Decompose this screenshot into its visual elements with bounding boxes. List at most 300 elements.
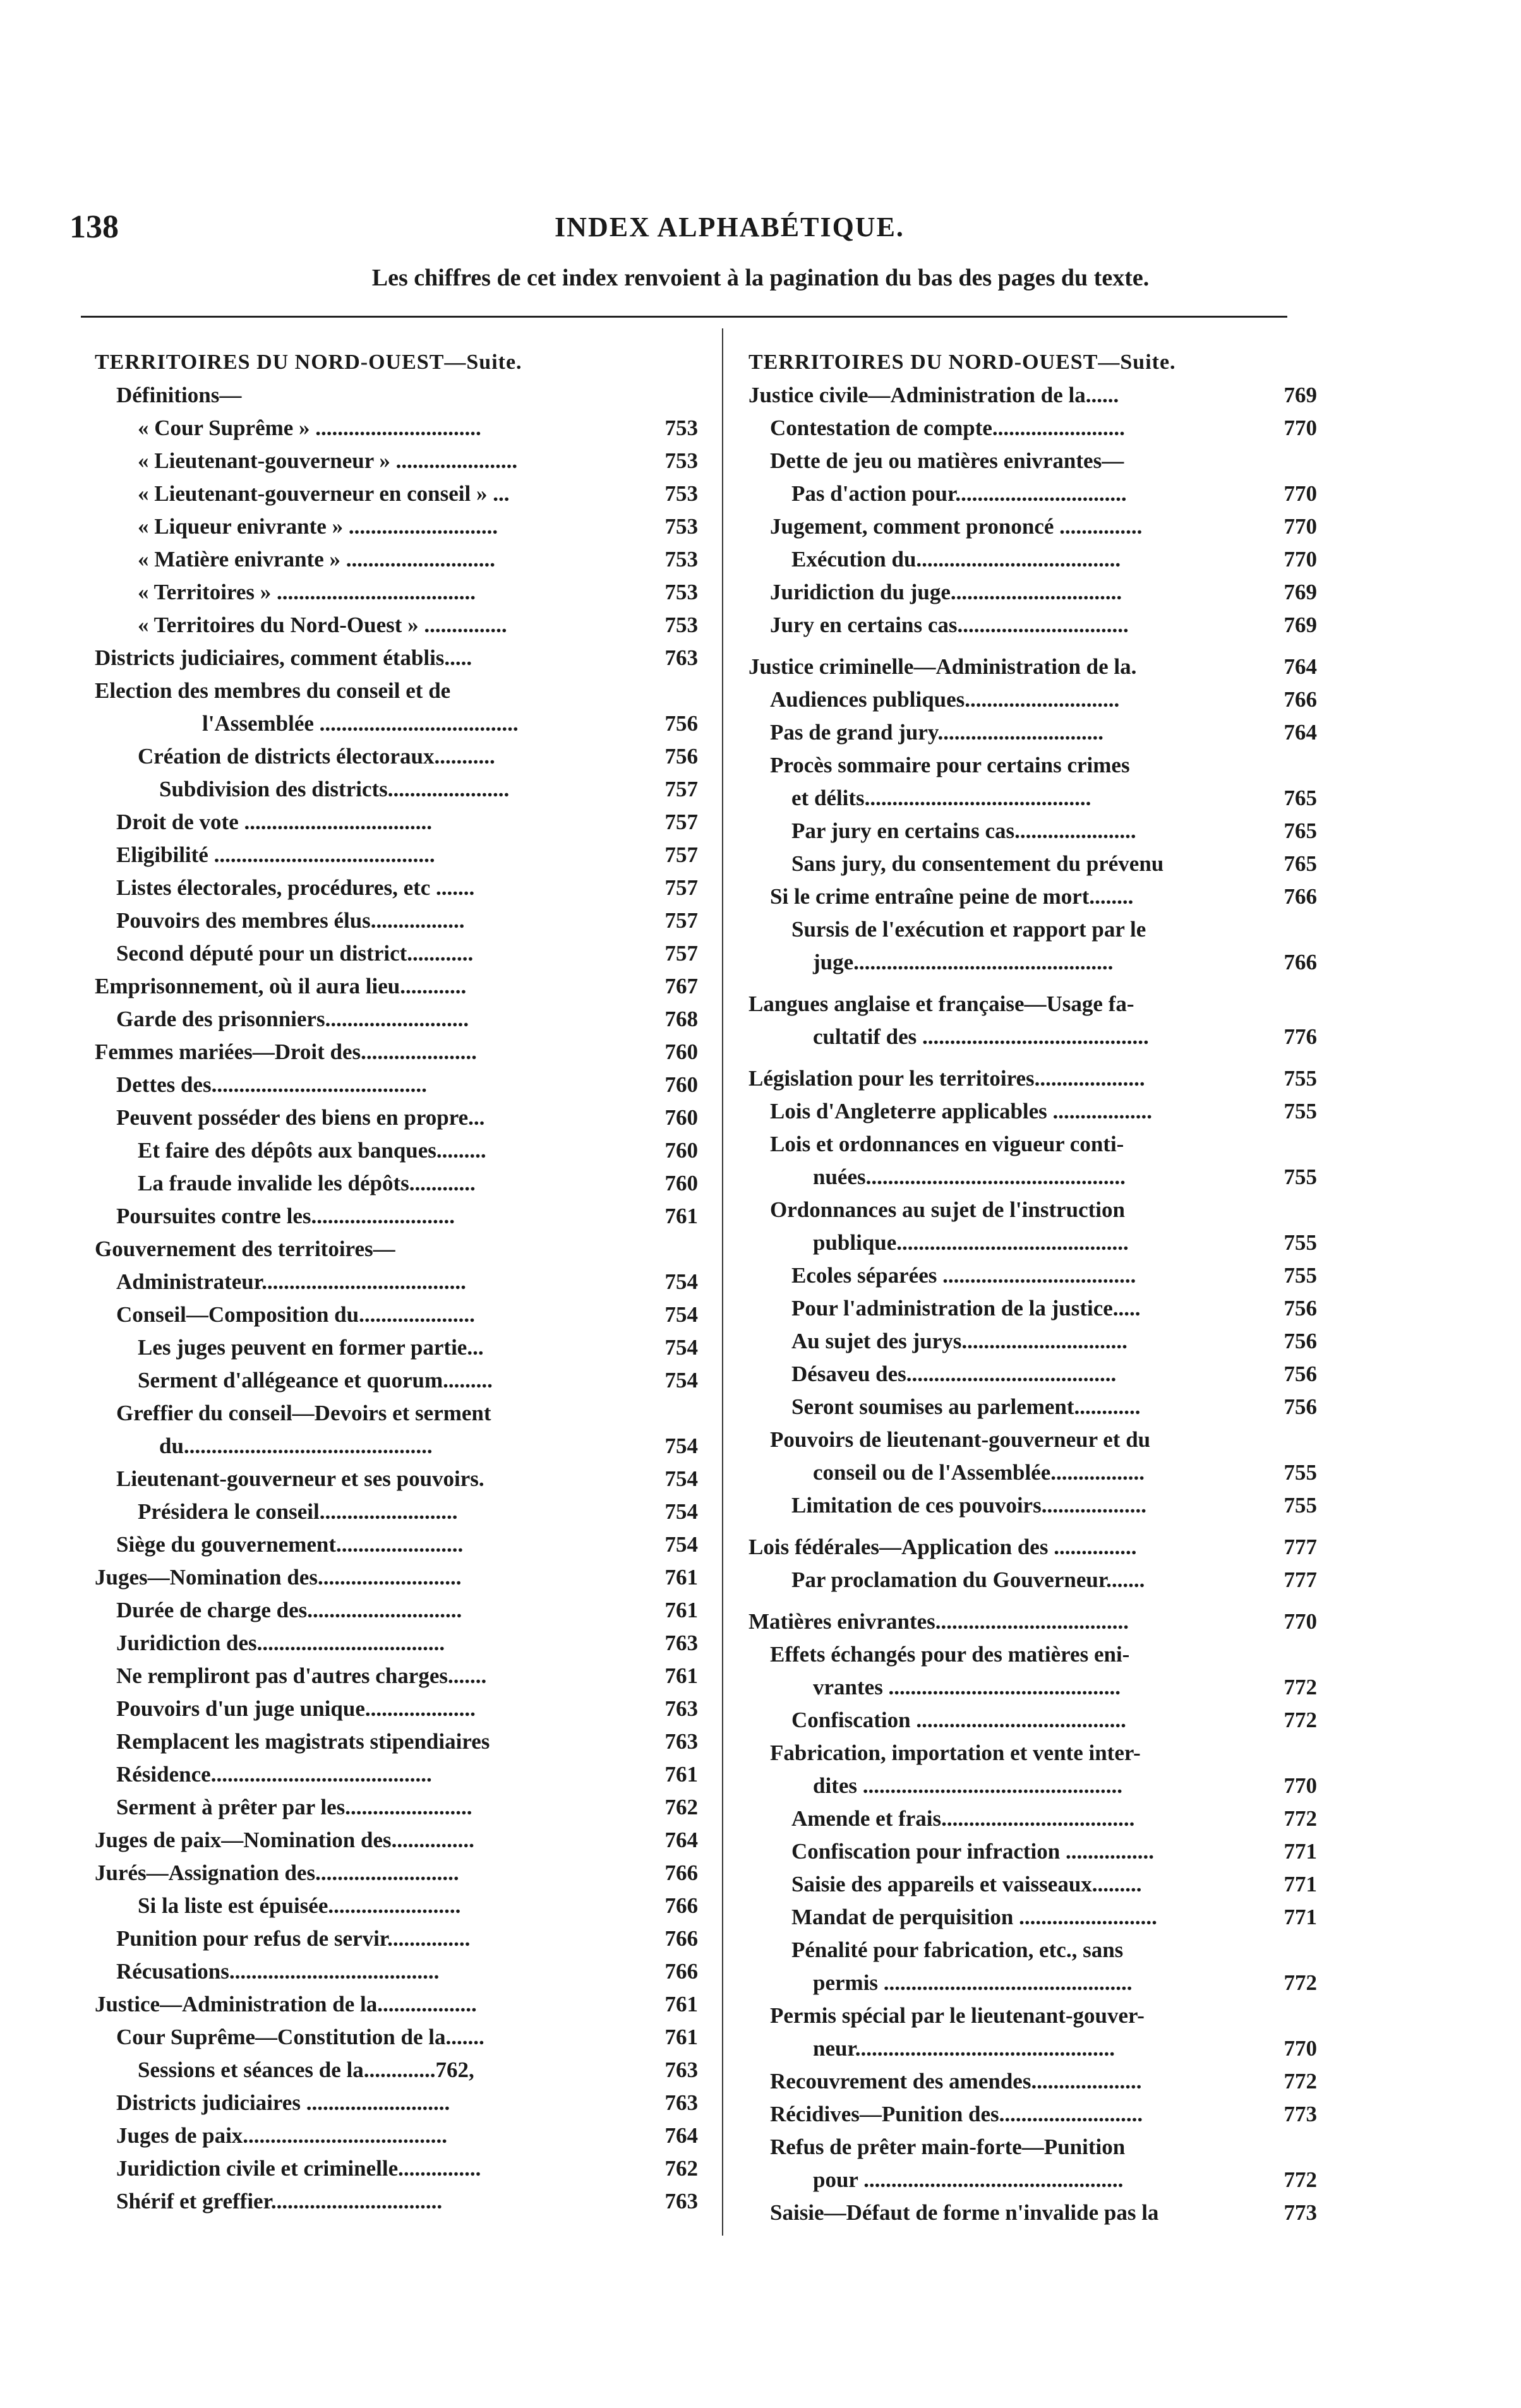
index-page-ref: 772 bbox=[1284, 1970, 1317, 1995]
index-entry-text: neur............................................... bbox=[813, 2036, 1115, 2061]
header-rule bbox=[81, 316, 1287, 318]
index-entry-text: Saisie des appareils et vaisseaux......... bbox=[791, 1872, 1142, 1896]
index-entry bbox=[95, 806, 698, 839]
index-page-ref: 753 bbox=[664, 481, 698, 506]
index-entry bbox=[95, 1167, 698, 1200]
index-entry bbox=[748, 683, 1317, 716]
index-entry bbox=[95, 2185, 698, 2218]
index-entry-text: Remplacent les magistrats stipendiaires bbox=[116, 1729, 490, 1754]
index-entry bbox=[95, 412, 698, 445]
index-entry bbox=[748, 543, 1317, 576]
index-page-ref: 754 bbox=[664, 1466, 698, 1491]
index-entry bbox=[748, 1934, 1317, 1967]
index-entry bbox=[95, 1298, 698, 1331]
index-entry-text: Peuvent posséder des biens en propre... bbox=[116, 1105, 485, 1130]
index-entry-text: « Lieutenant-gouverneur » ...................... bbox=[138, 448, 518, 473]
index-entry bbox=[748, 1456, 1317, 1489]
index-page-ref: 754 bbox=[664, 1434, 698, 1458]
index-page-ref: 763 bbox=[664, 2189, 698, 2213]
index-entry-text: Jurés—Assignation des.......................... bbox=[95, 1860, 459, 1885]
index-entry bbox=[95, 1101, 698, 1134]
index-entry-text: Confiscation ...................................... bbox=[791, 1708, 1126, 1732]
index-entry-text: nuées............................................... bbox=[813, 1165, 1126, 1189]
index-entry-text: Récidives—Punition des.......................... bbox=[770, 2102, 1143, 2126]
index-entry bbox=[748, 2164, 1317, 2196]
index-entry bbox=[748, 913, 1317, 946]
index-entry-text: Gouvernement des territoires— bbox=[95, 1237, 395, 1261]
index-entry bbox=[748, 1704, 1317, 1737]
index-page-ref: 755 bbox=[1284, 1460, 1317, 1485]
index-entry bbox=[748, 2098, 1317, 2131]
column-separator bbox=[722, 328, 723, 2236]
index-entry-text: juge............................................... bbox=[813, 950, 1114, 974]
index-entry-text: Limitation de ces pouvoirs................... bbox=[791, 1493, 1146, 1518]
index-entry-text: Résidence........................................ bbox=[116, 1762, 432, 1787]
index-entry bbox=[748, 1161, 1317, 1194]
index-entry-text: Lieutenant-gouverneur et ses pouvoirs. bbox=[116, 1466, 484, 1491]
index-page-ref: 754 bbox=[664, 1302, 698, 1327]
index-entry-text: Définitions— bbox=[116, 383, 242, 407]
index-page-ref: 761 bbox=[664, 1663, 698, 1688]
index-page-ref: 770 bbox=[1284, 481, 1317, 506]
index-entry bbox=[95, 1890, 698, 1922]
index-entry bbox=[748, 749, 1317, 782]
index-entry-text: Subdivision des districts...................... bbox=[159, 777, 510, 801]
right-index-column bbox=[748, 346, 1317, 2229]
index-entry bbox=[95, 1758, 698, 1791]
index-entry bbox=[95, 2119, 698, 2152]
index-entry-text: Pas d'action pour............................... bbox=[791, 481, 1127, 506]
index-entry-text: Fabrication, importation et vente inter- bbox=[770, 1740, 1141, 1765]
index-page-ref: 760 bbox=[664, 1072, 698, 1097]
index-page-ref: 761 bbox=[664, 1204, 698, 1228]
index-entry-text: Poursuites contre les.......................... bbox=[116, 1204, 455, 1228]
index-page-ref: 761 bbox=[664, 2025, 698, 2049]
index-entry bbox=[95, 1495, 698, 1528]
index-entry-text: Mandat de perquisition ......................... bbox=[791, 1905, 1157, 1929]
index-entry-text: « Matière enivrante » ........................... bbox=[138, 547, 496, 572]
index-entry-text: Election des membres du conseil et de bbox=[95, 678, 451, 703]
index-entry bbox=[95, 1430, 698, 1463]
index-entry bbox=[95, 510, 698, 543]
index-entry bbox=[748, 510, 1317, 543]
index-entry-text: Districts judiciaires, comment établis..... bbox=[95, 645, 472, 670]
index-page-ref: 769 bbox=[1284, 613, 1317, 637]
index-page-ref: 766 bbox=[664, 1893, 698, 1918]
index-entry bbox=[748, 1325, 1317, 1358]
index-entry-text: Second député pour un district............ bbox=[116, 941, 474, 966]
index-entry-text: Sessions et séances de la.............762, bbox=[138, 2058, 474, 2082]
index-entry-text: Confiscation pour infraction ................ bbox=[791, 1839, 1154, 1864]
index-entry-text: « Territoires » .................................... bbox=[138, 580, 476, 604]
index-entry bbox=[95, 839, 698, 872]
index-page-ref: 766 bbox=[1284, 884, 1317, 909]
index-entry bbox=[95, 1364, 698, 1397]
index-entry-text: Serment à prêter par les....................... bbox=[116, 1795, 472, 1819]
index-entry-text: Serment d'allégeance et quorum......... bbox=[138, 1368, 493, 1393]
index-entry-text: conseil ou de l'Assemblée................. bbox=[813, 1460, 1145, 1485]
index-entry-text: Pour l'administration de la justice..... bbox=[791, 1296, 1141, 1321]
index-page-ref: 763 bbox=[664, 1696, 698, 1721]
index-entry bbox=[748, 1226, 1317, 1259]
index-entry bbox=[748, 1605, 1317, 1638]
index-entry-text: Femmes mariées—Droit des..................... bbox=[95, 1039, 477, 1064]
index-entry-text: Matières enivrantes................................... bbox=[748, 1609, 1129, 1634]
page-number: 138 bbox=[69, 209, 119, 245]
index-page-ref: 772 bbox=[1284, 2069, 1317, 2094]
index-page-ref: 762 bbox=[664, 1795, 698, 1819]
index-page-ref: 771 bbox=[1284, 1872, 1317, 1896]
index-entry bbox=[748, 1128, 1317, 1161]
index-page-ref: 769 bbox=[1284, 580, 1317, 604]
index-entry-text: Par proclamation du Gouverneur....... bbox=[791, 1567, 1145, 1592]
index-entry bbox=[748, 2032, 1317, 2065]
index-entry bbox=[748, 1737, 1317, 1770]
index-page-ref: 753 bbox=[664, 547, 698, 572]
index-entry-text: Et faire des dépôts aux banques......... bbox=[138, 1138, 486, 1163]
index-entry-text: Langues anglaise et française—Usage fa- bbox=[748, 991, 1134, 1016]
index-page-ref: 753 bbox=[664, 580, 698, 604]
index-entry-text: La fraude invalide les dépôts............ bbox=[138, 1171, 476, 1195]
index-entry-text: Ecoles séparées ................................... bbox=[791, 1263, 1136, 1288]
left-index-column bbox=[95, 346, 698, 2218]
index-page-ref: 753 bbox=[664, 613, 698, 637]
index-entry bbox=[95, 2152, 698, 2185]
index-entry bbox=[95, 1594, 698, 1627]
index-page-ref: 763 bbox=[664, 2058, 698, 2082]
index-entry bbox=[748, 1770, 1317, 1802]
index-entry-text: Les juges peuvent en former partie... bbox=[138, 1335, 484, 1360]
index-entry bbox=[748, 477, 1317, 510]
index-entry-text: Jury en certains cas............................... bbox=[770, 613, 1129, 637]
index-entry-text: Si la liste est épuisée........................ bbox=[138, 1893, 461, 1918]
index-page-ref: 765 bbox=[1284, 786, 1317, 810]
index-entry-text: Listes électorales, procédures, etc ....... bbox=[116, 875, 475, 900]
index-page-ref: 772 bbox=[1284, 1708, 1317, 1732]
index-entry-text: Recouvrement des amendes.................... bbox=[770, 2069, 1142, 2094]
index-entry-text: Pénalité pour fabrication, etc., sans bbox=[791, 1938, 1124, 1962]
index-entry-text: Conseil—Composition du..................... bbox=[116, 1302, 475, 1327]
index-entry bbox=[748, 1095, 1317, 1128]
index-entry bbox=[95, 2054, 698, 2087]
index-entry bbox=[95, 1331, 698, 1364]
index-entry-text: l'Assemblée .................................... bbox=[202, 711, 519, 736]
index-entry-text: Par jury en certains cas...................... bbox=[791, 818, 1136, 843]
index-entry-text: Audiences publiques............................ bbox=[770, 687, 1120, 712]
index-entry bbox=[748, 946, 1317, 979]
index-page-ref: 766 bbox=[664, 1860, 698, 1885]
index-entry bbox=[748, 445, 1317, 477]
index-entry bbox=[748, 848, 1317, 880]
index-entry-text: Juridiction des.................................. bbox=[116, 1631, 445, 1655]
index-page-ref: 767 bbox=[664, 974, 698, 998]
index-entry bbox=[748, 1259, 1317, 1292]
index-page-ref: 766 bbox=[664, 1926, 698, 1951]
index-entry bbox=[95, 773, 698, 806]
index-entry bbox=[95, 477, 698, 510]
index-entry bbox=[95, 970, 698, 1003]
index-entry-text: Cour Suprême—Constitution de la....... bbox=[116, 2025, 484, 2049]
index-page-ref: 763 bbox=[664, 1729, 698, 1754]
index-entry bbox=[95, 2087, 698, 2119]
index-entry-text: Juges de paix..................................... bbox=[116, 2123, 448, 2148]
index-page-ref: 776 bbox=[1284, 1024, 1317, 1049]
index-page-ref: 757 bbox=[664, 842, 698, 867]
index-entry bbox=[95, 1200, 698, 1233]
index-entry bbox=[748, 716, 1317, 749]
index-page-ref: 754 bbox=[664, 1335, 698, 1360]
index-entry bbox=[748, 379, 1317, 412]
index-entry bbox=[95, 1791, 698, 1824]
index-entry bbox=[95, 740, 698, 773]
index-entry bbox=[95, 904, 698, 937]
index-entry-text: Pouvoirs de lieutenant-gouverneur et du bbox=[770, 1427, 1151, 1452]
index-page-ref: 773 bbox=[1284, 2200, 1317, 2225]
index-entry bbox=[748, 1292, 1317, 1325]
index-entry bbox=[748, 1671, 1317, 1704]
index-entry bbox=[95, 1463, 698, 1495]
index-entry-text: du............................................. bbox=[159, 1434, 433, 1458]
index-entry bbox=[95, 642, 698, 674]
index-entry-text: « Lieutenant-gouverneur en conseil » ... bbox=[138, 481, 510, 506]
index-page-ref: 756 bbox=[664, 744, 698, 769]
index-page-ref: 770 bbox=[1284, 1773, 1317, 1798]
running-title: INDEX ALPHABÉTIQUE. bbox=[555, 212, 905, 243]
index-page-ref: 757 bbox=[664, 941, 698, 966]
index-page-ref: 770 bbox=[1284, 2036, 1317, 2061]
index-entry bbox=[95, 1627, 698, 1660]
index-page-ref: 755 bbox=[1284, 1165, 1317, 1189]
index-entry-text: TERRITOIRES DU NORD-OUEST—Suite. bbox=[748, 350, 1176, 374]
index-entry bbox=[748, 1021, 1317, 1053]
index-entry bbox=[95, 1922, 698, 1955]
index-section-heading bbox=[95, 346, 698, 379]
index-entry-text: Emprisonnement, où il aura lieu............ bbox=[95, 974, 467, 998]
index-entry bbox=[95, 1988, 698, 2021]
index-entry bbox=[748, 1835, 1317, 1868]
index-entry-text: Permis spécial par le lieutenant-gouver- bbox=[770, 2003, 1145, 2028]
index-entry bbox=[748, 2131, 1317, 2164]
index-page-ref: 771 bbox=[1284, 1839, 1317, 1864]
index-entry-text: Eligibilité ........................................ bbox=[116, 842, 435, 867]
index-entry-text: Pouvoirs d'un juge unique.................... bbox=[116, 1696, 476, 1721]
index-page-ref: 755 bbox=[1284, 1230, 1317, 1255]
index-entry bbox=[95, 937, 698, 970]
index-entry-text: Garde des prisonniers.......................... bbox=[116, 1007, 469, 1031]
index-entry bbox=[95, 1824, 698, 1857]
index-entry-text: Amende et frais................................... bbox=[791, 1806, 1135, 1831]
index-page-ref: 757 bbox=[664, 908, 698, 933]
index-entry bbox=[748, 1062, 1317, 1095]
index-entry bbox=[95, 1266, 698, 1298]
index-entry bbox=[748, 1489, 1317, 1522]
index-page-ref: 761 bbox=[664, 1565, 698, 1590]
index-entry-text: Contestation de compte........................ bbox=[770, 416, 1125, 440]
index-entry bbox=[95, 1660, 698, 1692]
index-page-ref: 764 bbox=[1284, 654, 1317, 679]
index-entry-text: Jugement, comment prononcé ............... bbox=[770, 514, 1143, 539]
index-entry-text: Présidera le conseil......................... bbox=[138, 1499, 458, 1524]
index-entry bbox=[748, 1423, 1317, 1456]
index-page-ref: 763 bbox=[664, 645, 698, 670]
index-page-ref: 766 bbox=[664, 1959, 698, 1984]
index-entry bbox=[748, 1999, 1317, 2032]
index-entry bbox=[748, 1967, 1317, 1999]
index-entry bbox=[748, 2065, 1317, 2098]
index-entry bbox=[95, 1955, 698, 1988]
index-page-ref: 755 bbox=[1284, 1099, 1317, 1123]
index-entry-text: Pas de grand jury.............................. bbox=[770, 720, 1103, 745]
index-page-ref: 764 bbox=[1284, 720, 1317, 745]
index-page-ref: 763 bbox=[664, 2090, 698, 2115]
index-entry bbox=[748, 1358, 1317, 1391]
index-entry bbox=[748, 1802, 1317, 1835]
index-page-ref: 773 bbox=[1284, 2102, 1317, 2126]
index-entry-text: Justice civile—Administration de la...... bbox=[748, 383, 1119, 407]
index-entry bbox=[748, 1901, 1317, 1934]
index-entry-text: Shérif et greffier............................... bbox=[116, 2189, 443, 2213]
index-page-ref: 770 bbox=[1284, 547, 1317, 572]
index-entry-text: Lois et ordonnances en vigueur conti- bbox=[770, 1132, 1124, 1156]
index-entry-text: Législation pour les territoires.................... bbox=[748, 1066, 1145, 1091]
index-page-ref: 754 bbox=[664, 1269, 698, 1294]
index-page-ref: 755 bbox=[1284, 1066, 1317, 1091]
index-entry-text: « Cour Suprême » .............................. bbox=[138, 416, 481, 440]
index-page-ref: 777 bbox=[1284, 1567, 1317, 1592]
index-entry bbox=[748, 412, 1317, 445]
index-entry-text: Punition pour refus de servir............... bbox=[116, 1926, 471, 1951]
index-entry-text: Durée de charge des............................ bbox=[116, 1598, 462, 1622]
index-entry bbox=[748, 1391, 1317, 1423]
index-entry bbox=[95, 1528, 698, 1561]
index-entry-text: Justice—Administration de la.................. bbox=[95, 1992, 477, 2016]
index-page-ref: 756 bbox=[1284, 1394, 1317, 1419]
index-entry bbox=[95, 1725, 698, 1758]
index-entry bbox=[95, 1233, 698, 1266]
index-entry bbox=[95, 1692, 698, 1725]
index-entry-text: cultatif des ......................................... bbox=[813, 1024, 1149, 1049]
index-entry-text: Procès sommaire pour certains crimes bbox=[770, 753, 1130, 777]
index-page-ref: 753 bbox=[664, 514, 698, 539]
index-entry bbox=[95, 609, 698, 642]
index-page-ref: 760 bbox=[664, 1171, 698, 1195]
index-page-ref: 756 bbox=[1284, 1296, 1317, 1321]
index-entry bbox=[748, 1194, 1317, 1226]
index-page-ref: 768 bbox=[664, 1007, 698, 1031]
index-entry-text: Droit de vote .................................. bbox=[116, 810, 432, 834]
index-entry bbox=[748, 650, 1317, 683]
index-entry bbox=[748, 2196, 1317, 2229]
page-header bbox=[69, 208, 1390, 259]
index-entry bbox=[748, 576, 1317, 609]
index-entry bbox=[95, 576, 698, 609]
index-entry bbox=[748, 1638, 1317, 1671]
index-entry bbox=[748, 1531, 1317, 1564]
index-entry bbox=[95, 445, 698, 477]
index-page-ref: 757 bbox=[664, 810, 698, 834]
index-page-ref: 777 bbox=[1284, 1535, 1317, 1559]
index-page-ref: 755 bbox=[1284, 1493, 1317, 1518]
index-page-ref: 754 bbox=[664, 1499, 698, 1524]
index-entry bbox=[748, 609, 1317, 642]
index-page-ref: 761 bbox=[664, 1598, 698, 1622]
index-entry-text: Lois d'Angleterre applicables .................. bbox=[770, 1099, 1153, 1123]
index-page-ref: 772 bbox=[1284, 2167, 1317, 2192]
index-page-ref: 754 bbox=[664, 1368, 698, 1393]
index-entry bbox=[748, 815, 1317, 848]
index-page-ref: 753 bbox=[664, 448, 698, 473]
index-entry bbox=[95, 1857, 698, 1890]
index-entry-text: TERRITOIRES DU NORD-OUEST—Suite. bbox=[95, 350, 522, 374]
index-entry-text: Ordonnances au sujet de l'instruction bbox=[770, 1197, 1125, 1222]
index-entry-text: publique.......................................... bbox=[813, 1230, 1129, 1255]
index-page-ref: 770 bbox=[1284, 416, 1317, 440]
index-entry-text: Création de districts électoraux........... bbox=[138, 744, 495, 769]
index-entry-text: Districts judiciaires .......................... bbox=[116, 2090, 450, 2115]
index-entry-text: Effets échangés pour des matières eni- bbox=[770, 1642, 1130, 1667]
index-page-ref: 763 bbox=[664, 1631, 698, 1655]
index-entry-text: vrantes .......................................... bbox=[813, 1675, 1121, 1699]
index-page-ref: 764 bbox=[664, 2123, 698, 2148]
index-page-ref: 766 bbox=[1284, 687, 1317, 712]
index-entry bbox=[748, 1564, 1317, 1596]
index-entry-text: Greffier du conseil—Devoirs et serment bbox=[116, 1401, 491, 1425]
index-entry-text: Lois fédérales—Application des ............... bbox=[748, 1535, 1137, 1559]
index-entry bbox=[95, 1397, 698, 1430]
index-page-ref: 756 bbox=[1284, 1362, 1317, 1386]
index-page-ref: 765 bbox=[1284, 818, 1317, 843]
index-entry bbox=[95, 2021, 698, 2054]
index-page-ref: 757 bbox=[664, 777, 698, 801]
index-entry-text: Refus de prêter main-forte—Punition bbox=[770, 2135, 1126, 2159]
index-entry-text: Juges—Nomination des.......................... bbox=[95, 1565, 462, 1590]
index-entry bbox=[748, 1868, 1317, 1901]
index-page-ref: 756 bbox=[664, 711, 698, 736]
index-entry-text: dites ............................................... bbox=[813, 1773, 1122, 1798]
index-page-ref: 764 bbox=[664, 1828, 698, 1852]
index-page-ref: 760 bbox=[664, 1105, 698, 1130]
index-note: Les chiffres de cet index renvoient à la pagination du bas des pages du texte. bbox=[371, 265, 1150, 291]
index-entry-text: Sursis de l'exécution et rapport par le bbox=[791, 917, 1146, 942]
index-page-ref: 760 bbox=[664, 1039, 698, 1064]
index-entry bbox=[95, 1003, 698, 1036]
index-entry-text: Sans jury, du consentement du prévenu bbox=[791, 851, 1164, 876]
index-entry-text: permis ............................................. bbox=[813, 1970, 1133, 1995]
index-page-ref: 766 bbox=[1284, 950, 1317, 974]
index-entry-text: Seront soumises au parlement............ bbox=[791, 1394, 1141, 1419]
index-page-ref: 756 bbox=[1284, 1329, 1317, 1353]
index-entry-text: Saisie—Défaut de forme n'invalide pas la bbox=[770, 2200, 1159, 2225]
index-page-ref: 761 bbox=[664, 1762, 698, 1787]
index-entry-text: Exécution du..................................... bbox=[791, 547, 1121, 572]
index-entry-text: Dettes des....................................... bbox=[116, 1072, 427, 1097]
index-page-ref: 769 bbox=[1284, 383, 1317, 407]
index-entry-text: Administrateur..................................... bbox=[116, 1269, 466, 1294]
index-page-ref: 772 bbox=[1284, 1806, 1317, 1831]
index-page-ref: 765 bbox=[1284, 851, 1317, 876]
index-entry-text: « Territoires du Nord-Ouest » ............... bbox=[138, 613, 507, 637]
index-page-ref: 760 bbox=[664, 1138, 698, 1163]
index-page-ref: 761 bbox=[664, 1992, 698, 2016]
index-entry bbox=[95, 1069, 698, 1101]
index-page-ref: 757 bbox=[664, 875, 698, 900]
index-entry bbox=[95, 1561, 698, 1594]
index-entry-text: Justice criminelle—Administration de la. bbox=[748, 654, 1137, 679]
index-entry-text: Au sujet des jurys.............................. bbox=[791, 1329, 1127, 1353]
index-section-heading bbox=[748, 346, 1317, 379]
index-entry bbox=[748, 782, 1317, 815]
index-entry bbox=[95, 872, 698, 904]
